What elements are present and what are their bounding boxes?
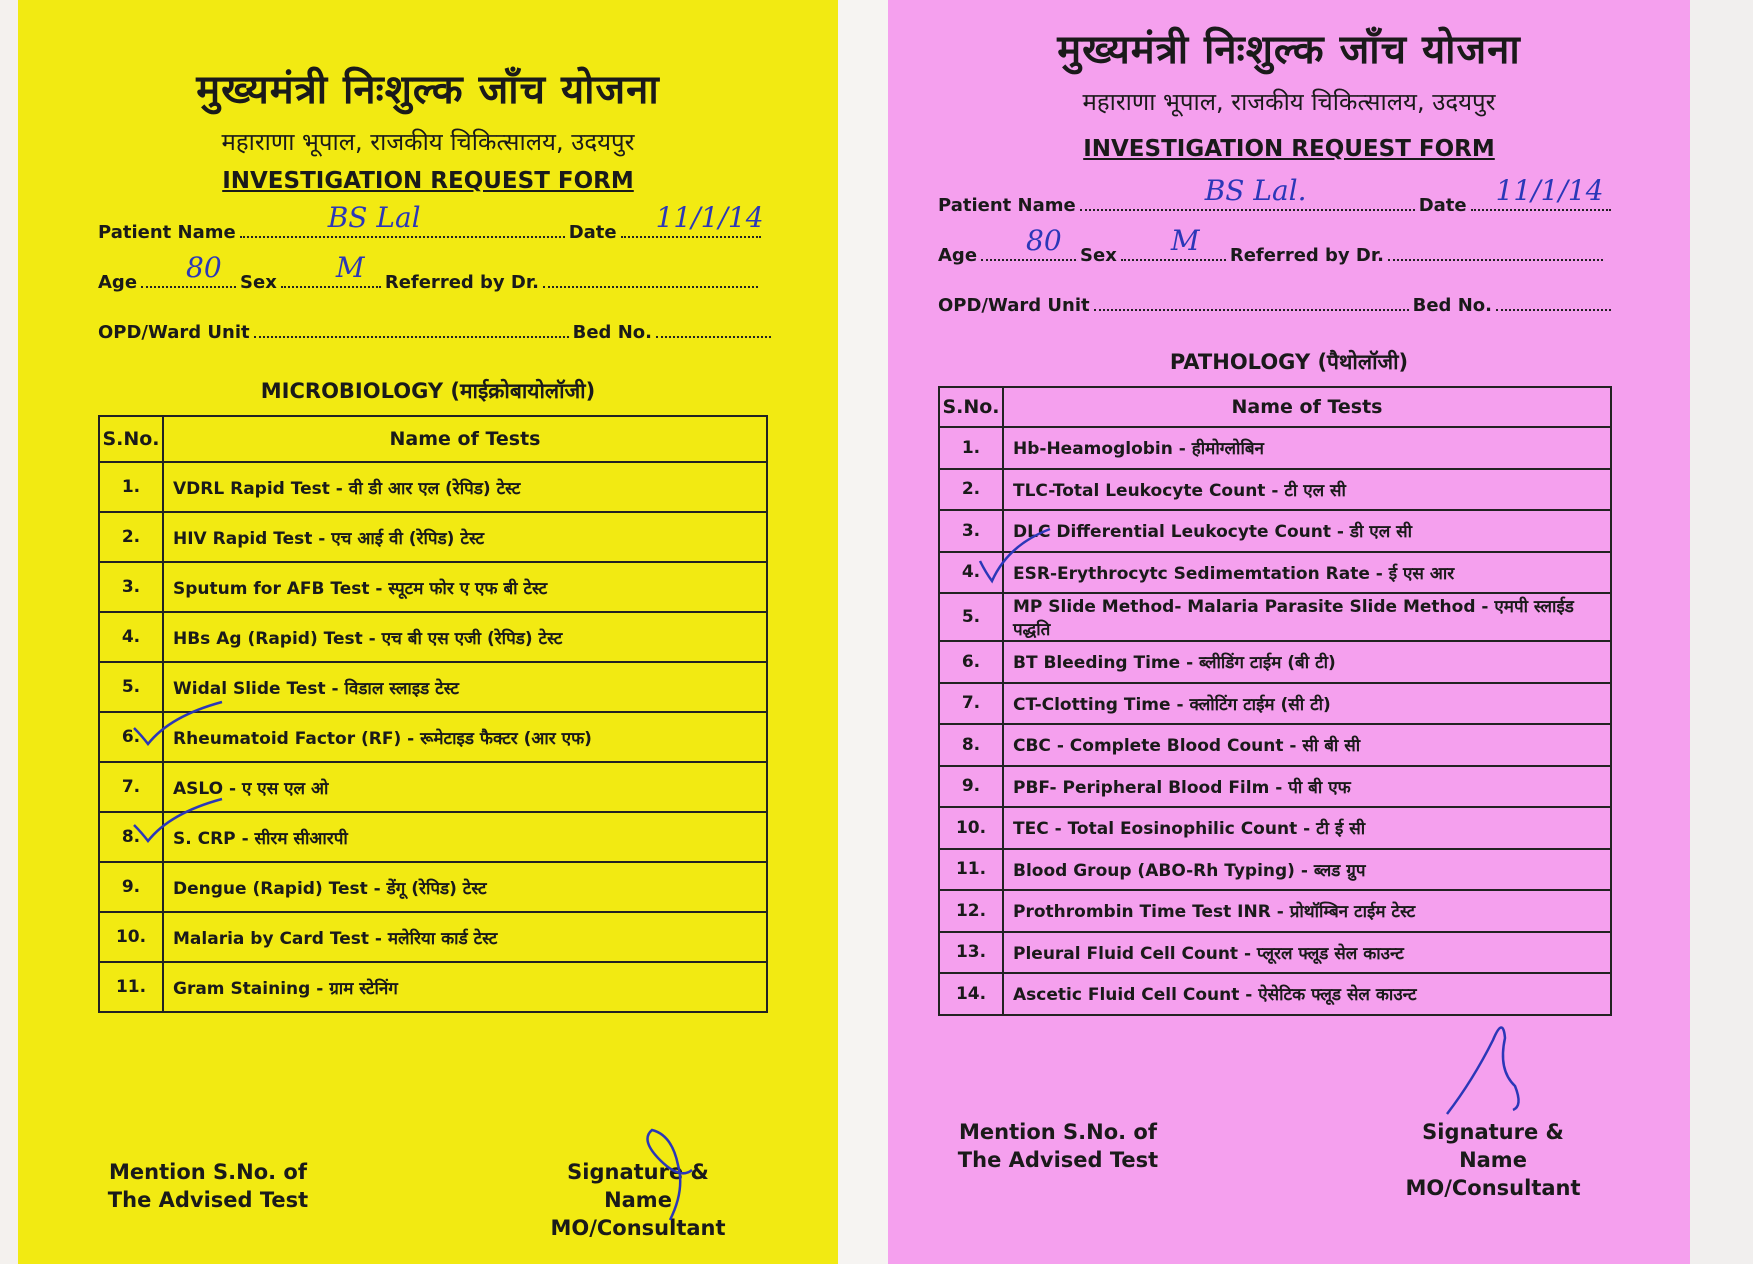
age-field[interactable] [981, 224, 1076, 261]
test-name: DLC Differential Leukocyte Count - डी एल सी [1003, 510, 1611, 552]
referred-label: Referred by Dr. [1229, 245, 1385, 266]
test-sno: 6. [939, 641, 1003, 683]
footer-mention-line2: The Advised Test [107, 1188, 309, 1212]
sex-label: Sex [240, 272, 277, 293]
table-row[interactable] [99, 462, 767, 512]
bed-label: Bed No. [1412, 295, 1492, 316]
table-row[interactable] [939, 890, 1611, 932]
footer-mention-line1: Mention S.No. of [109, 1160, 307, 1184]
bed-label: Bed No. [572, 322, 652, 343]
opd-label: OPD/Ward Unit [98, 322, 250, 343]
table-row[interactable] [99, 612, 767, 662]
pathology-request-form [888, 0, 1690, 1264]
col-sno: S.No. [939, 387, 1003, 427]
patient-name-field[interactable] [240, 201, 565, 238]
test-name: S. CRP - सीरम सीआरपी [163, 812, 767, 862]
microbiology-request-form [18, 0, 838, 1264]
patient-name-handwriting: BS Lal [327, 201, 421, 234]
signature-scribble-icon [1443, 1010, 1533, 1120]
table-row[interactable] [939, 973, 1611, 1015]
age-sex-line [98, 251, 762, 293]
sex-field[interactable] [1121, 224, 1226, 261]
test-name: BT Bleeding Time - ब्लीडिंग टाईम (बी टी) [1003, 641, 1611, 683]
footer-mention-line1: Mention S.No. of [959, 1120, 1157, 1144]
patient-name-label: Patient Name [98, 222, 236, 243]
test-sno: 4. [939, 552, 1003, 594]
table-row[interactable] [939, 469, 1611, 511]
scheme-title: मुख्यमंत्री निःशुल्क जाँच योजना [1057, 27, 1521, 73]
referred-field[interactable] [543, 272, 758, 288]
test-sno: 8. [939, 724, 1003, 766]
test-name: Dengue (Rapid) Test - डेंगू (रेपिड) टेस्ट [163, 862, 767, 912]
age-sex-line [938, 224, 1607, 266]
tests-table [938, 386, 1612, 1016]
test-sno: 5. [939, 593, 1003, 641]
test-name: PBF- Peripheral Blood Film - पी बी एफ [1003, 766, 1611, 808]
date-handwriting: 11/1/14 [655, 201, 764, 234]
footer-mention [953, 1118, 1163, 1174]
test-name: HBs Ag (Rapid) Test - एच बी एस एजी (रेपिड) टेस्ट [163, 612, 767, 662]
table-row[interactable] [939, 724, 1611, 766]
tick-mark-icon [130, 700, 230, 748]
tick-mark-icon [130, 797, 230, 845]
test-sno: 6. [99, 712, 163, 762]
referred-field[interactable] [1388, 245, 1603, 261]
test-name: Hb-Heamoglobin - हीमोग्लोबिन [1003, 427, 1611, 469]
table-row[interactable] [99, 512, 767, 562]
footer-signature-line1: Signature & Name [1422, 1120, 1564, 1172]
patient-name-line [938, 174, 1615, 216]
test-sno: 7. [99, 762, 163, 812]
bed-field[interactable] [656, 322, 771, 338]
test-sno: 1. [939, 427, 1003, 469]
section-title: MICROBIOLOGY (माईक्रोबायोलॉजी) [260, 379, 596, 403]
sex-field[interactable] [281, 251, 381, 288]
patient-name-field[interactable] [1080, 174, 1415, 211]
test-sno: 13. [939, 932, 1003, 974]
test-name: ASLO - ए एस एल ओ [163, 762, 767, 812]
test-name: Prothrombin Time Test INR - प्रोथॉम्बिन टाईम टेस्ट [1003, 890, 1611, 932]
age-label: Age [98, 272, 138, 293]
footer-signature-line1: Signature & Name [567, 1160, 709, 1212]
table-row[interactable] [939, 807, 1611, 849]
test-name: Sputum for AFB Test - स्पूटम फोर ए एफ बी टेस्ट [163, 562, 767, 612]
footer-signature [1388, 1118, 1598, 1202]
hospital-name: महाराणा भूपाल, राजकीय चिकित्सालय, उदयपुर [221, 128, 635, 156]
test-name: Pleural Fluid Cell Count - प्लूरल फ्लूड सेल काउन्ट [1003, 932, 1611, 974]
sex-label: Sex [1080, 245, 1117, 266]
test-name: Rheumatoid Factor (RF) - रूमेटाइड फैक्टर (आर एफ) [163, 712, 767, 762]
test-sno: 4. [99, 612, 163, 662]
test-sno: 3. [99, 562, 163, 612]
test-name: VDRL Rapid Test - वी डी आर एल (रेपिड) टेस्ट [163, 462, 767, 512]
test-sno: 2. [99, 512, 163, 562]
test-name: Blood Group (ABO-Rh Typing) - ब्लड ग्रुप [1003, 849, 1611, 891]
footer-mention-line2: The Advised Test [957, 1148, 1159, 1172]
form-title: INVESTIGATION REQUEST FORM [222, 168, 634, 194]
test-sno: 7. [939, 683, 1003, 725]
test-sno: 1. [99, 462, 163, 512]
test-name: TLC-Total Leukocyte Count - टी एल सी [1003, 469, 1611, 511]
test-sno: 9. [939, 766, 1003, 808]
age-field[interactable] [141, 251, 236, 288]
section-title: PATHOLOGY (पैथोलॉजी) [1169, 350, 1409, 374]
table-row[interactable] [939, 427, 1611, 469]
test-name: MP Slide Method- Malaria Parasite Slide Method - एमपी स्लाईड पद्धति [1003, 593, 1611, 641]
table-row[interactable] [939, 683, 1611, 725]
test-name: CBC - Complete Blood Count - सी बी सी [1003, 724, 1611, 766]
test-name: Widal Slide Test - विडाल स्लाइड टेस्ट [163, 662, 767, 712]
opd-line [938, 295, 1615, 316]
opd-label: OPD/Ward Unit [938, 295, 1090, 316]
patient-name-handwriting: BS Lal. [1204, 174, 1307, 207]
test-name: CT-Clotting Time - क्लोटिंग टाईम (सी टी) [1003, 683, 1611, 725]
signature-scribble-icon [630, 1120, 710, 1230]
tests-body [939, 427, 1611, 1015]
sex-handwriting: M [1170, 224, 1200, 257]
form-title: INVESTIGATION REQUEST FORM [1083, 136, 1495, 162]
test-sno: 2. [939, 469, 1003, 511]
patient-name-line [98, 201, 765, 243]
sex-handwriting: M [335, 251, 365, 284]
test-name: Ascetic Fluid Cell Count - ऐसेटिक फ्लूड सेल काउन्ट [1003, 973, 1611, 1015]
paper-edge [1690, 0, 1753, 1264]
col-name: Name of Tests [163, 416, 767, 462]
date-field[interactable] [621, 201, 764, 238]
footer-signature-line2: MO/Consultant [1405, 1176, 1581, 1200]
hospital-name: महाराणा भूपाल, राजकीय चिकित्सालय, उदयपुर [1082, 88, 1496, 116]
test-name: Malaria by Card Test - मलेरिया कार्ड टेस्ट [163, 912, 767, 962]
test-sno: 5. [99, 662, 163, 712]
table-row[interactable] [939, 932, 1611, 974]
test-sno: 14. [939, 973, 1003, 1015]
opd-field[interactable] [1094, 295, 1409, 311]
table-row[interactable] [939, 766, 1611, 808]
opd-field[interactable] [254, 322, 569, 338]
age-handwriting: 80 [186, 251, 222, 284]
bed-field[interactable] [1496, 295, 1611, 311]
test-sno: 10. [939, 807, 1003, 849]
test-sno: 9. [99, 862, 163, 912]
date-handwriting: 11/1/14 [1495, 174, 1604, 207]
age-label: Age [938, 245, 978, 266]
date-label: Date [568, 222, 617, 243]
tick-mark-icon [978, 525, 1058, 585]
referred-label: Referred by Dr. [384, 272, 540, 293]
footer-signature-line2: MO/Consultant [550, 1216, 726, 1240]
test-name: Gram Staining - ग्राम स्टेनिंग [163, 962, 767, 1012]
opd-line [98, 322, 775, 343]
test-sno: 12. [939, 890, 1003, 932]
date-label: Date [1418, 195, 1467, 216]
paper-gap [838, 0, 888, 1264]
test-sno: 10. [99, 912, 163, 962]
test-sno: 8. [99, 812, 163, 862]
col-sno: S.No. [99, 416, 163, 462]
date-field[interactable] [1471, 174, 1611, 211]
footer-mention [98, 1158, 318, 1214]
table-header [99, 416, 767, 462]
table-row[interactable] [99, 862, 767, 912]
table-row[interactable] [939, 641, 1611, 683]
test-name: HIV Rapid Test - एच आई वी (रेपिड) टेस्ट [163, 512, 767, 562]
age-handwriting: 80 [1026, 224, 1062, 257]
patient-name-label: Patient Name [938, 195, 1076, 216]
table-row[interactable] [939, 593, 1611, 641]
table-row[interactable] [939, 849, 1611, 891]
test-sno: 11. [99, 962, 163, 1012]
test-name: ESR-Erythrocytc Sedimemtation Rate - ई एस आर [1003, 552, 1611, 594]
test-sno: 11. [939, 849, 1003, 891]
table-row[interactable] [99, 962, 767, 1012]
scheme-title: मुख्यमंत्री निःशुल्क जाँच योजना [196, 67, 660, 113]
table-row[interactable] [99, 912, 767, 962]
col-name: Name of Tests [1003, 387, 1611, 427]
table-header [939, 387, 1611, 427]
test-name: TEC - Total Eosinophilic Count - टी ई सी [1003, 807, 1611, 849]
test-sno: 3. [939, 510, 1003, 552]
table-row[interactable] [99, 562, 767, 612]
